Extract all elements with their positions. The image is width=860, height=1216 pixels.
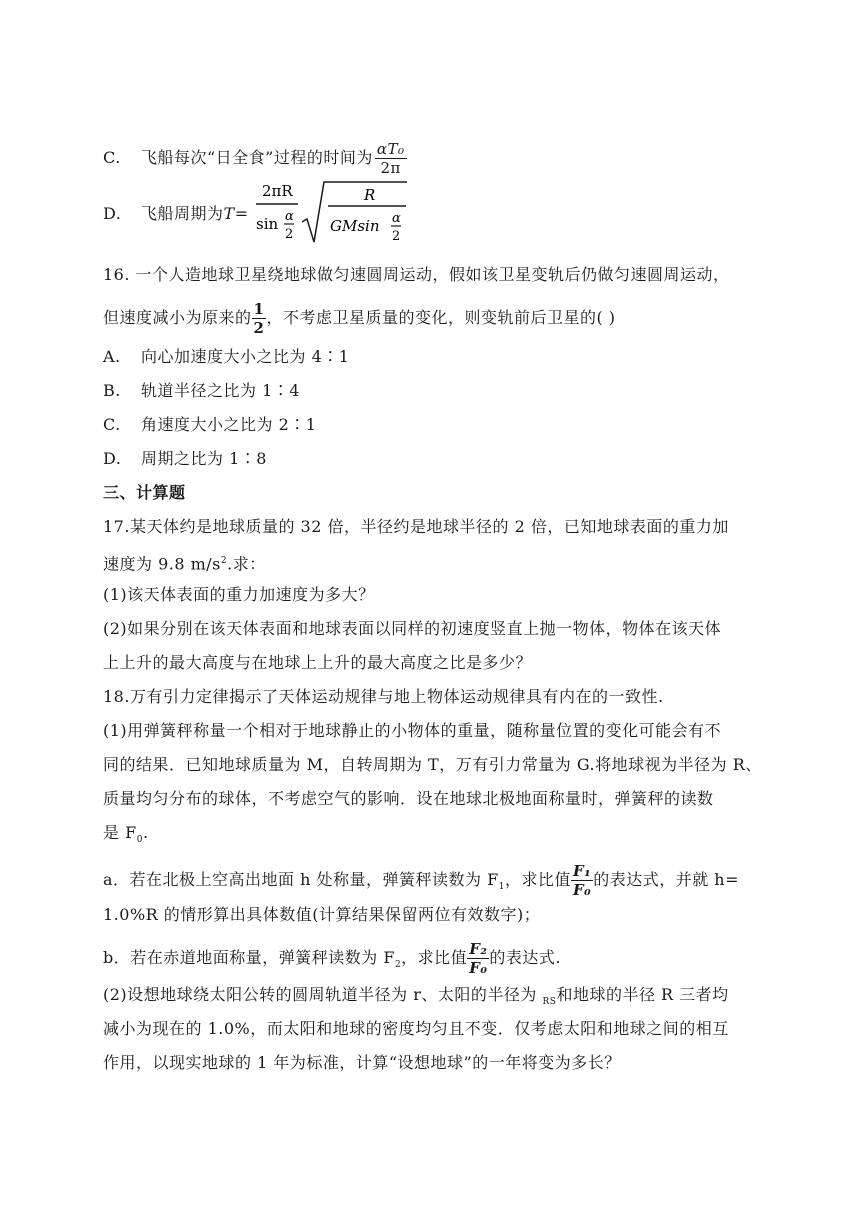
- section-heading: 三、计算题: [103, 483, 186, 502]
- option-c-prev: [103, 140, 407, 177]
- d-alpha-num: α: [285, 209, 294, 224]
- q18-part1-c: 质量均匀分布的球体，不考虑空气的影响．设在地球北极地面称量时，弹簧秤的读数: [103, 789, 714, 808]
- d-rad-alpha-num: α: [392, 211, 401, 226]
- q18-sub-a: a．若在北极上空高出地面 h 处称量，弹簧秤读数为 $F_1$，求比值 $\frac{\text{F₁}}{\text{F₀}}$ 的表达式，并就 h=: [103, 862, 740, 899]
- q18-sub-a-2: 1.0%R 的情形算出具体数值(计算结果保留两位有效数字)；: [103, 905, 541, 924]
- period-T: T=: [223, 204, 249, 223]
- formula-f2-over-f0: $\frac{\text{F₂}}{\text{F₀}}$: [469, 940, 488, 977]
- q18-part1-b: 同的结果．已知地球质量为 M，自转周期为 T，万有引力常量为 G.将地球视为半径为 R、: [103, 755, 762, 774]
- q16-option-a: A. 向心加速度大小之比为 4∶1: [103, 347, 350, 366]
- q16-line2: 但速度减小为原来的 $\frac{1}{2}$ ，不考虑卫星质量的变化，则变轨前后卫星的( ): [103, 300, 616, 337]
- formula-half: $\frac{1}{2}$: [253, 300, 265, 337]
- d-rad-num: R: [364, 186, 376, 204]
- q18-part2-a: (2)设想地球绕太阳公转的圆周轨道半径为 r、太阳的半径为 $_{RS}$和地球的半径 R 三者均: [103, 985, 729, 1008]
- q18-part2-c: 作用，以现实地球的 1 年为标准，计算“设想地球”的一年将变为多长？: [103, 1053, 621, 1072]
- q17-part2-a: (2)如果分别在该天体表面和地球表面以同样的初速度竖直上抛一物体，物体在该天体: [103, 619, 722, 638]
- q16-option-b: B. 轨道半径之比为 1∶4: [103, 381, 300, 400]
- q16-line1: 16. 一个人造地球卫星绕地球做匀速圆周运动，假如该卫星变轨后仍做匀速圆周运动，: [103, 265, 730, 284]
- option-letter: D.: [103, 204, 122, 223]
- formula-time-fraction: $\frac{\text{αT₀}}{2\pi}$: [376, 140, 405, 177]
- q18-part1-d: 是 $F_0$.: [103, 823, 149, 846]
- q18-part1-a: (1)用弹簧秤称量一个相对于地球静止的小物体的重量，随称量位置的变化可能会有不: [103, 721, 722, 740]
- d-rad-alpha-den: 2: [392, 229, 401, 244]
- d-num: 2πR: [262, 182, 293, 200]
- d-alpha-den: 2: [285, 227, 294, 242]
- q18-line1: 18.万有引力定律揭示了天体运动规律与地上物体运动规律具有内在的一致性.: [103, 687, 664, 706]
- option-letter: C.: [103, 148, 121, 167]
- d-den-sin: sin: [256, 215, 279, 233]
- q17-line2: 速度为 9.8 $m/s^2$.求：: [103, 554, 266, 574]
- q18-part2-b: 减小为现在的 1.0%，而太阳和地球的密度均匀且不变．仅考虑太阳和地球之间的相互: [103, 1019, 729, 1038]
- q18-sub-b: b．若在赤道地面称量，弹簧秤读数为 $F_2$，求比值 $\frac{\text{F₂}}{\text{F₀}}$ 的表达式.: [103, 940, 562, 977]
- d-rad-den: GMsin: [330, 217, 380, 235]
- q16-option-c: C. 角速度大小之比为 2∶1: [103, 415, 317, 434]
- option-text: 飞船周期为: [141, 204, 224, 223]
- q17-line1: 17.某天体约是地球质量的 32 倍，半径约是地球半径的 2 倍，已知地球表面的重力加: [103, 517, 729, 536]
- q17-part1: (1)该天体表面的重力加速度为多大？: [103, 585, 375, 604]
- formula-period-radical: [252, 176, 412, 246]
- option-d-prev: [103, 203, 249, 225]
- q16-option-d: D. 周期之比为 1∶8: [103, 449, 267, 468]
- option-text: 飞船每次“日全食”过程的时间为: [141, 148, 373, 167]
- formula-f1-over-f0: $\frac{\text{F₁}}{\text{F₀}}$: [572, 862, 592, 899]
- q17-part2-b: 上上升的最大高度与在地球上上升的最大高度之比是多少？: [103, 653, 533, 672]
